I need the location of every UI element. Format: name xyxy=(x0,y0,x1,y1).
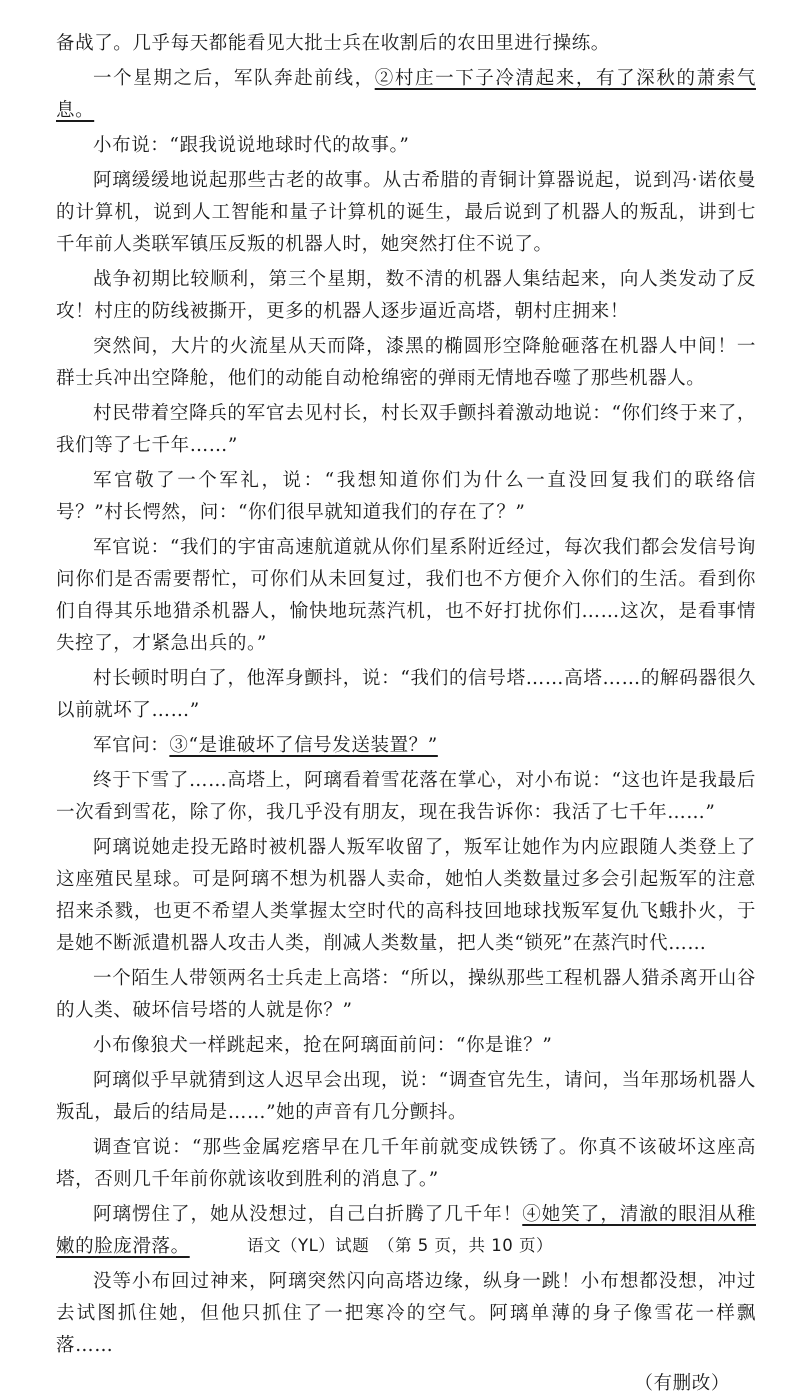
paragraph-10: 村长顿时明白了，他浑身颤抖，说：“我们的信号塔……高塔……的解码器很久以前就坏了……” xyxy=(56,668,756,721)
paragraph-17: 调查官说：“那些金属疙瘩早在几千年前就变成铁锈了。你真不该破坏这座高塔，否则几千年前你就该收到胜利的消息了。” xyxy=(56,1137,756,1190)
paragraph-2-text: 一个星期之后，军队奔赴前线， xyxy=(93,68,375,89)
paragraph-1: 备战了。几乎每天都能看见大批士兵在收割后的农田里进行操练。 xyxy=(56,33,610,54)
paragraph-8: 军官敬了一个军礼，说：“我想知道你们为什么一直没回复我们的联络信号？”村长愕然，问：“你们很早就知道我们的存在了？” xyxy=(56,470,756,523)
paragraph-13: 阿璃说她走投无路时被机器人叛军收留了，叛军让她作为内应跟随人类登上了这座殖民星球。可是阿璃不想为机器人卖命，她怕人类数量过多会引起叛军的注意招来杀戮，也更不希望人类掌握太空时代的高科技回地球找叛军复仇飞蛾扑火，于是她不断派遣机器人攻击人类，削减人类数量，把人类“锁死”在蒸汽时代…… xyxy=(56,837,756,954)
underlined-sentence-4: ④她笑了，清澈的眼泪从稚嫩的脸庞滑落。 xyxy=(56,1204,756,1257)
paragraph-19: 没等小布回过神来，阿璃突然闪向高塔边缘，纵身一跳！小布想都没想，冲过去试图抓住她，但他只抓住了一把寒冷的空气。阿璃单薄的身子像雪花一样飘落…… xyxy=(56,1271,756,1356)
paragraph-6: 突然间，大片的火流星从天而降，漆黑的椭圆形空降舱砸落在机器人中间！一群士兵冲出空降舱，他们的动能自动枪绵密的弹雨无情地吞噬了那些机器人。 xyxy=(56,336,756,389)
underlined-sentence-2: ②村庄一下子冷清起来，有了深秋的萧索气息。 xyxy=(56,68,756,121)
paragraph-15: 小布像狼犬一样跳起来，抢在阿璃面前问：“你是谁？” xyxy=(93,1035,553,1056)
paragraph-4: 阿璃缓缓地说起那些古老的故事。从古希腊的青铜计算器说起，说到冯·诺依曼的计算机，说到人工智能和量子计算机的诞生，最后说到了机器人的叛乱，讲到七千年前人类联军镇压反叛的机器人时，她突然打住不说了。 xyxy=(56,170,756,255)
paragraph-12: 终于下雪了……高塔上，阿璃看着雪花落在掌心，对小布说：“这也许是我最后一次看到雪花，除了你，我几乎没有朋友，现在我告诉你：我活了七千年……” xyxy=(56,770,756,823)
paragraph-9: 军官说：“我们的宇宙高速航道就从你们星系附近经过，每次我们都会发信号询问你们是否需要帮忙，可你们从未回复过，我们也不方便介入你们的生活。看到你们自得其乐地猎杀机器人，愉快地玩蒸汽机，也不好打扰你们……这次，是看事情失控了，才紧急出兵的。” xyxy=(56,537,756,654)
paragraph-16: 阿璃似乎早就猜到这人迟早会出现，说：“调查官先生，请问，当年那场机器人叛乱，最后的结局是……”她的声音有几分颤抖。 xyxy=(56,1070,756,1123)
underlined-sentence-3: ③“是谁破坏了信号发送装置？” xyxy=(169,735,438,756)
paragraph-3: 小布说：“跟我说说地球时代的故事。” xyxy=(93,135,410,156)
page-footer: 语文（YL）试题 （第 5 页，共 10 页） xyxy=(247,1236,553,1255)
paragraph-14: 一个陌生人带领两名士兵走上高塔：“所以，操纵那些工程机器人猎杀离开山谷的人类、破坏信号塔的人就是你？” xyxy=(56,968,756,1021)
paragraph-5: 战争初期比较顺利，第三个星期，数不清的机器人集结起来，向人类发动了反攻！村庄的防线被撕开，更多的机器人逐步逼近高塔，朝村庄拥来！ xyxy=(56,269,756,322)
paragraph-18-text: 阿璃愣住了，她从没想过，自己白折腾了几千年！ xyxy=(93,1204,523,1225)
source-note: （有删改） xyxy=(634,1373,730,1394)
paragraph-11-text: 军官问： xyxy=(93,735,170,756)
paragraph-11 xyxy=(56,730,756,762)
paragraph-2 xyxy=(56,63,756,127)
paragraph-7: 村民带着空降兵的军官去见村长，村长双手颤抖着激动地说：“你们终于来了，我们等了七千年……” xyxy=(56,403,756,456)
